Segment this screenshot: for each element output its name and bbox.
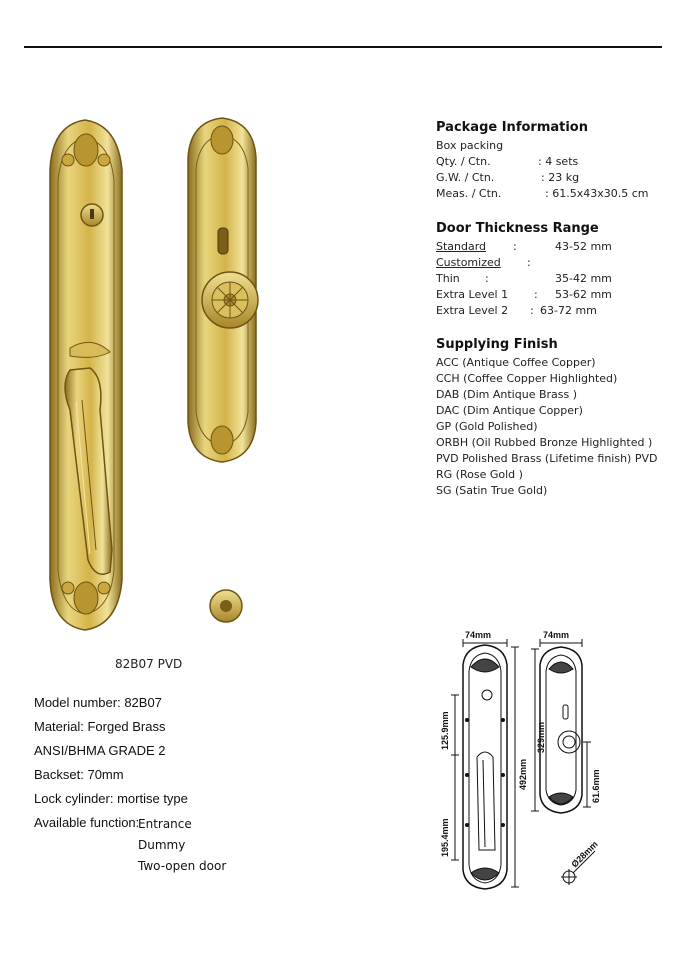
finish-item: SG (Satin True Gold) (436, 484, 548, 497)
spec-backset: Backset: 70mm (34, 767, 124, 782)
finish-item: RG (Rose Gold ) (436, 468, 523, 481)
dim-125: 125.9mm (440, 711, 450, 750)
rosette-part (210, 590, 242, 622)
product-caption: 82B07 PVD (115, 657, 183, 671)
finish-item: DAC (Dim Antique Copper) (436, 404, 583, 417)
gw-label: G.W. / Ctn. (436, 171, 495, 184)
finish-item: GP (Gold Polished) (436, 420, 538, 433)
dim-width-right: 74mm (543, 630, 570, 640)
spec-function-label: Available function: (34, 815, 140, 830)
extra1-sep: : (534, 288, 538, 301)
knob-escutcheon-plate (188, 118, 258, 462)
spec-material: Material: Forged Brass (34, 719, 166, 734)
qty-value: : 4 sets (538, 155, 579, 168)
standard-value: 43-52 mm (555, 240, 612, 253)
finish-item: ACC (Antique Coffee Copper) (436, 356, 596, 369)
gw-value: : 23 kg (541, 171, 580, 184)
standard-label: Standard (436, 240, 487, 253)
customized-sep: : (527, 256, 531, 269)
finish-item: PVD Polished Brass (Lifetime finish) PVD (436, 452, 658, 465)
spec-model: Model number: 82B07 (34, 695, 162, 710)
box-packing-text: Box packing (436, 139, 504, 152)
dim-width-left: 74mm (465, 630, 492, 640)
spec-grade: ANSI/BHMA GRADE 2 (34, 743, 166, 758)
finish-item: ORBH (Oil Rubbed Bronze Highlighted ) (436, 436, 653, 449)
finish-item: CCH (Coffee Copper Highlighted) (436, 372, 618, 385)
qty-label: Qty. / Ctn. (436, 155, 491, 168)
technical-drawing (415, 625, 615, 900)
customized-label: Customized (436, 256, 501, 269)
function-item: Entrance (138, 817, 192, 831)
dim-28: Ø28mm (569, 838, 600, 870)
package-info-title: Package Information (436, 120, 588, 135)
thin-value: 35-42 mm (555, 272, 612, 285)
product-photo (30, 110, 270, 640)
dim-492: 492mm (518, 758, 528, 790)
top-divider (24, 46, 662, 48)
finish-item: DAB (Dim Antique Brass ) (436, 388, 578, 401)
extra1-value: 53-62 mm (555, 288, 612, 301)
door-thickness-title: Door Thickness Range (436, 221, 599, 236)
dim-329: 329mm (536, 721, 546, 753)
spec-cylinder: Lock cylinder: mortise type (34, 791, 188, 806)
dim-195: 195.4mm (440, 818, 450, 857)
thin-label: Thin (436, 272, 460, 285)
function-item: Two-open door (138, 859, 227, 873)
extra2-value: 63-72 mm (540, 304, 597, 317)
thin-sep: : (485, 272, 489, 285)
main-escutcheon-plate (50, 120, 122, 630)
function-item: Dummy (138, 838, 186, 852)
meas-label: Meas. / Ctn. (436, 187, 502, 200)
extra2-sep: : (530, 304, 534, 317)
standard-sep: : (513, 240, 517, 253)
extra2-label: Extra Level 2 (436, 304, 509, 317)
supplying-finish-title: Supplying Finish (436, 337, 558, 352)
extra1-label: Extra Level 1 (436, 288, 509, 301)
meas-value: : 61.5x43x30.5 cm (545, 187, 649, 200)
dim-61: 61.6mm (591, 769, 601, 803)
